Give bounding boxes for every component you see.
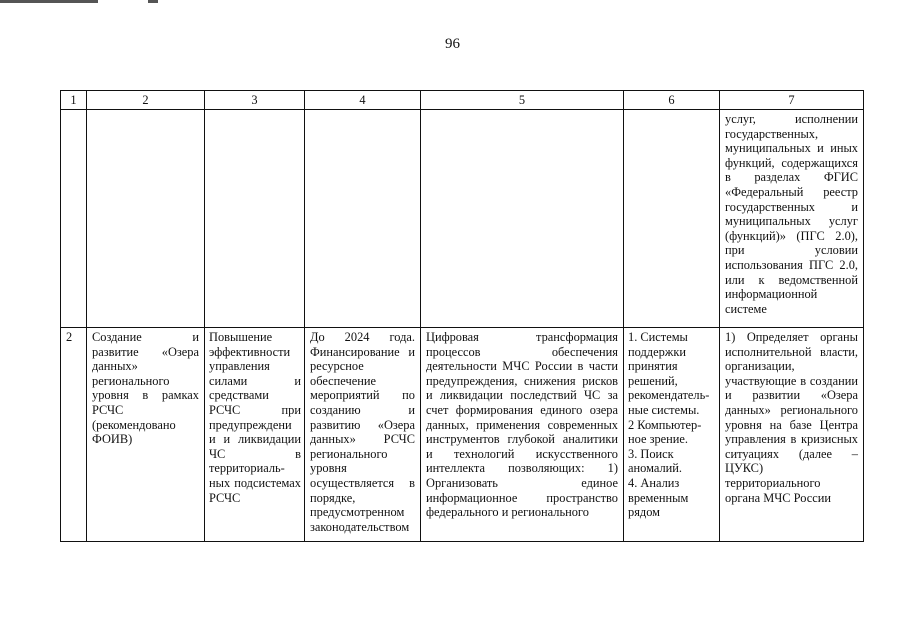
empty-cell [87, 110, 205, 328]
page-number: 96 [445, 36, 460, 52]
technology-line: рекомендатель- [628, 388, 710, 403]
technology-line: принятия [628, 359, 678, 374]
scan-edge-mark [0, 0, 160, 4]
goal-cell: Повышение эффективности управления силами и средствами РСЧС при предупреждени и и ликвидации ЧС в территориаль-ных подсистемах РСЧС [205, 328, 305, 542]
empty-cell [205, 110, 305, 328]
technology-line: 3. Поиск [628, 446, 674, 461]
table-header-row [61, 91, 864, 110]
empty-cell [305, 110, 421, 328]
table-row [61, 328, 864, 542]
header-cell: 6 [624, 91, 720, 110]
technology-line: 1. Системы [628, 330, 688, 344]
deadline-financing-cell: До 2024 года. Финансирование и ресурсное обеспечение мероприятий по созданию и развитию «Озера данных» РСЧС регионального уровня осуществляется в порядке, предусмотренном законодательством [305, 328, 421, 542]
technology-line: поддержки [628, 344, 686, 359]
technology-line: аномалий. [628, 461, 682, 476]
header-cell: 2 [87, 91, 205, 110]
empty-cell [624, 110, 720, 328]
technology-line: 4. Анализ [628, 475, 680, 490]
header-cell: 3 [205, 91, 305, 110]
technology-line: ное зрение. [628, 432, 689, 447]
responsibility-cell: 1) Определяет органы исполнительной власти, организации, участвующие в создании и развитии «Озера данных» регионального уровня на базе Центра управления в кризисных ситуациях (далее – ЦУКС) территориального органа МЧС России [720, 328, 864, 542]
empty-cell [421, 110, 624, 328]
technology-line: временным [628, 490, 689, 505]
empty-cell [61, 110, 87, 328]
description-cell: Цифровая трансформация процессов обеспечения деятельности МЧС России в части предупреждения, снижения рисков и ликвидации последствий ЧС за счет формирования единого озера данных, применения современных инструментов глубокой аналитики и технологий искусственного интеллекта позволяющих: 1) Организовать единое информационное пространство федерального и регионального [421, 328, 624, 542]
technologies-cell [624, 328, 720, 542]
header-cell: 7 [720, 91, 864, 110]
table-row-continuation [61, 110, 864, 328]
technology-line: 2 Компьютер- [628, 417, 702, 432]
technology-line: решений, [628, 373, 678, 388]
header-cell: 5 [421, 91, 624, 110]
header-cell: 1 [61, 91, 87, 110]
header-cell: 4 [305, 91, 421, 110]
task-cell: Создание и развитие «Озера данных» регионального уровня в рамках РСЧС (рекомендовано ФОИВ) [87, 328, 205, 542]
row-number-cell: 2 [61, 328, 87, 542]
document-table [60, 90, 864, 542]
technology-line: ные системы. [628, 402, 700, 417]
continuation-text-cell: услуг, исполнении государственных, муниципальных и иных функций, содержащихся в разделах ФГИС «Федеральный реестр государственных и муниципальных услуг (функций)» (ПГС 2.0), при условии использования ПГС 2.0, или к ведомственной информационной системе [720, 110, 864, 328]
technology-line: рядом [628, 505, 660, 520]
